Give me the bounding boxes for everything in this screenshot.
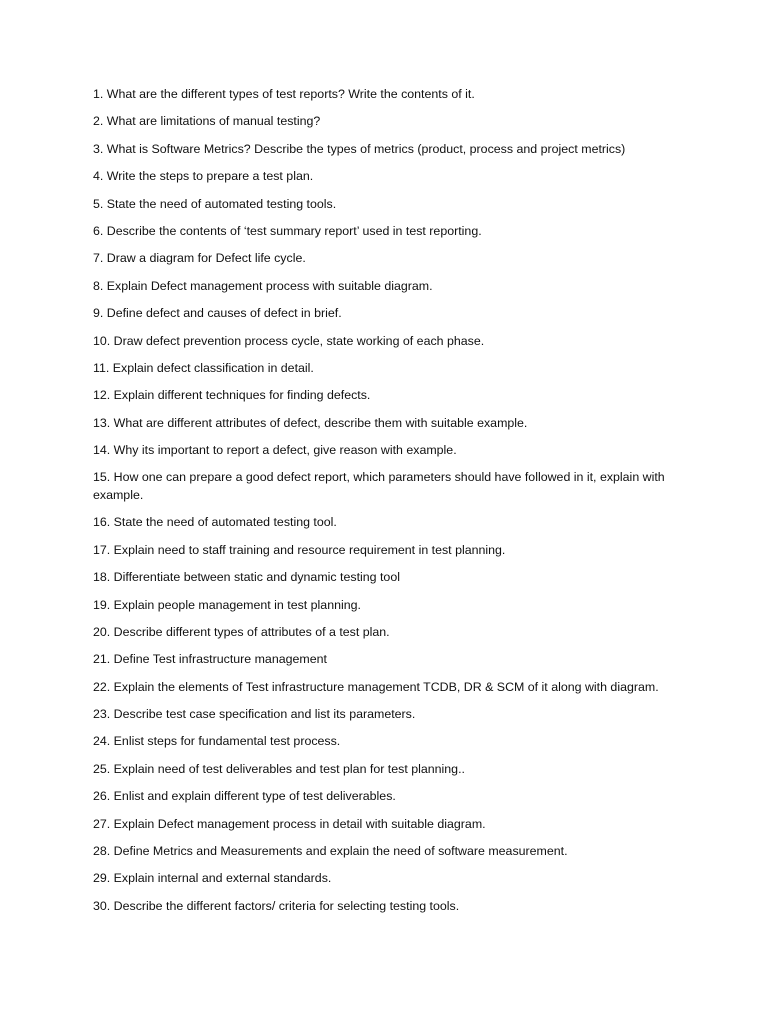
question-item: 16. State the need of automated testing tool. [93, 515, 337, 530]
question-item: 10. Draw defect prevention process cycle, state working of each phase. [93, 333, 485, 348]
question-item: 19. Explain people management in test planning. [93, 597, 361, 612]
question-item: 23. Describe test case specification and list its parameters. [93, 707, 416, 722]
question-item: 25. Explain need of test deliverables and test plan for test planning.. [93, 761, 465, 776]
question-item: 8. Explain Defect management process with suitable diagram. [93, 278, 433, 293]
question-item: 21. Define Test infrastructure management [93, 652, 327, 667]
question-item: 28. Define Metrics and Measurements and explain the need of software measurement. [93, 844, 568, 859]
question-item: 7. Draw a diagram for Defect life cycle. [93, 251, 306, 266]
question-item: 9. Define defect and causes of defect in brief. [93, 306, 342, 321]
question-item: 17. Explain need to staff training and resource requirement in test planning. [93, 542, 506, 557]
question-item: 15. How one can prepare a good defect report, which parameters should have followed in it, explain with example. [93, 470, 665, 502]
question-item: 6. Describe the contents of ‘test summary report’ used in test reporting. [93, 223, 482, 238]
question-item: 2. What are limitations of manual testing? [93, 114, 321, 129]
question-item: 26. Enlist and explain different type of test deliverables. [93, 789, 396, 804]
question-item: 30. Describe the different factors/ criteria for selecting testing tools. [93, 898, 460, 913]
question-item: 4. Write the steps to prepare a test plan. [93, 169, 314, 184]
question-item: 18. Differentiate between static and dynamic testing tool [93, 570, 400, 585]
question-item: 24. Enlist steps for fundamental test process. [93, 734, 341, 749]
question-item: 22. Explain the elements of Test infrastructure management TCDB, DR & SCM of it along with diagram. [93, 679, 659, 694]
question-item: 11. Explain defect classification in detail. [93, 360, 314, 375]
question-item: 27. Explain Defect management process in detail with suitable diagram. [93, 816, 486, 831]
question-item: 13. What are different attributes of defect, describe them with suitable example. [93, 415, 528, 430]
question-item: 5. State the need of automated testing tools. [93, 196, 337, 211]
question-item: 1. What are the different types of test reports? Write the contents of it. [93, 87, 475, 101]
question-item: 14. Why its important to report a defect, give reason with example. [93, 443, 457, 458]
question-item: 29. Explain internal and external standards. [93, 871, 332, 886]
question-item: 20. Describe different types of attributes of a test plan. [93, 624, 390, 639]
question-list [93, 86, 683, 925]
question-item: 12. Explain different techniques for finding defects. [93, 388, 371, 403]
question-item: 3. What is Software Metrics? Describe the types of metrics (product, process and project metrics) [93, 141, 626, 156]
